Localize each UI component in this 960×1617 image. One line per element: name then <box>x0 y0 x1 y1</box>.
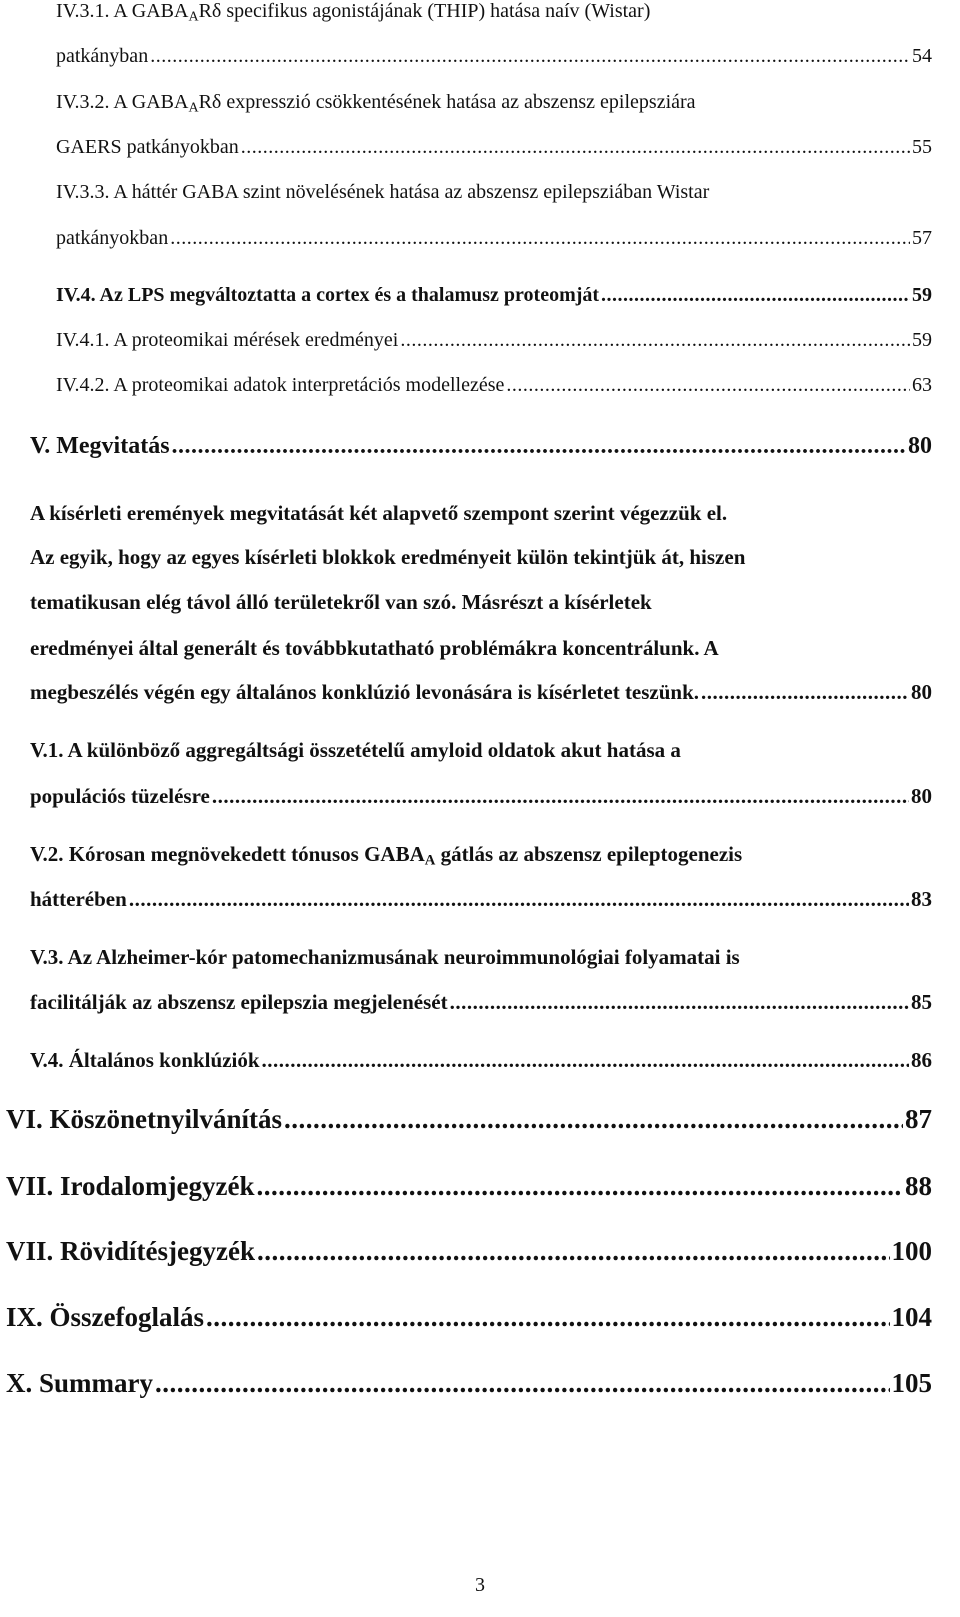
toc-entry-line[interactable] <box>56 284 932 307</box>
page-number: 3 <box>475 1574 485 1596</box>
toc-page-number: 85 <box>911 990 932 1014</box>
toc-page-number: 104 <box>891 1302 932 1332</box>
toc-entry-line <box>30 945 740 970</box>
toc-entry-line[interactable] <box>30 784 932 809</box>
toc-entry-text: GAERS patkányokban <box>56 136 239 158</box>
toc-page-number: 86 <box>911 1048 932 1072</box>
toc-entry-text: patkányban <box>56 45 149 67</box>
toc-entry-line[interactable] <box>30 1048 932 1073</box>
toc-entry-text: V. Megvitatás <box>30 433 170 459</box>
toc-entry-text: VII. Rövidítésjegyzék <box>6 1236 255 1266</box>
toc-entry-text: VI. Köszönetnyilvánítás <box>6 1104 283 1134</box>
toc-page-number: 54 <box>912 45 932 67</box>
toc-entry-line[interactable] <box>56 45 932 68</box>
toc-entry-line[interactable] <box>56 136 932 159</box>
toc-entry-line[interactable] <box>30 433 932 460</box>
dot-leader <box>241 136 910 159</box>
toc-entry-text: A kísérleti eremények megvitatását két alapvető szempont szerint végezzük el. <box>30 501 728 525</box>
toc-entry-text: IV.3.3. A háttér GABA szint növelésének hatása az abszensz epilepsziában Wistar <box>56 181 710 203</box>
toc-entry-line[interactable] <box>30 990 932 1015</box>
toc-entry-line[interactable] <box>56 227 932 250</box>
dot-leader <box>129 887 909 912</box>
toc-entry-text: tematikusan elég távol álló területekről van szó. Másrészt a kísérletek <box>30 590 652 614</box>
toc-entry-text: VII. Irodalomjegyzék <box>6 1171 255 1201</box>
toc-entry-text: X. Summary <box>6 1368 153 1398</box>
toc-entry-text: V.1. A különböző aggregáltsági összetételű amyloid oldatok akut hatása a <box>30 738 681 762</box>
toc-page-number: 83 <box>911 887 932 911</box>
toc-entry-text: populációs tüzelésre <box>30 784 210 808</box>
dot-leader <box>172 433 906 460</box>
toc-page-number: 87 <box>905 1104 932 1134</box>
toc-page-number: 63 <box>912 374 932 396</box>
toc-entry-text: hátterében <box>30 887 127 911</box>
dot-leader <box>256 1171 903 1202</box>
dot-leader <box>155 1368 890 1399</box>
toc-entry-line[interactable] <box>30 680 932 705</box>
dot-leader <box>450 990 909 1015</box>
toc-entry-text: facilitálják az abszensz epilepszia megjelenését <box>30 990 448 1014</box>
toc-page-number: 57 <box>912 227 932 249</box>
toc-entry-text: eredményei által generált és továbbkutatható problémákra koncentrálunk. A <box>30 636 719 660</box>
toc-entry-line[interactable] <box>6 1171 932 1202</box>
dot-leader <box>150 45 910 68</box>
dot-leader <box>257 1236 890 1267</box>
dot-leader <box>506 374 910 397</box>
dot-leader <box>170 227 910 250</box>
dot-leader <box>212 784 909 809</box>
toc-entry-text: IX. Összefoglalás <box>6 1302 204 1332</box>
toc-page-number: 55 <box>912 136 932 158</box>
toc-entry-line[interactable] <box>6 1368 932 1399</box>
toc-entry-text: IV.3.2. A $GABA_AR\delta$ expresszió csökkentésének hatása az abszensz epilepsziára <box>56 91 696 116</box>
toc-entry-line[interactable] <box>56 329 932 352</box>
toc-entry-text: IV.4. Az LPS megváltoztatta a cortex és a thalamusz proteomját <box>56 284 600 306</box>
dot-leader <box>262 1048 909 1073</box>
toc-page-number: 59 <box>912 284 932 306</box>
toc-entry-text: patkányokban <box>56 227 169 249</box>
toc-entry-text: V.4. Általános konklúziók <box>30 1048 260 1072</box>
toc-entry-line[interactable] <box>30 887 932 912</box>
toc-entry-line <box>30 738 681 763</box>
toc-entry-line <box>30 545 745 570</box>
toc-entry-text: IV.4.1. A proteomikai mérések eredményei <box>56 329 399 351</box>
toc-entry-line[interactable] <box>6 1104 932 1135</box>
dot-leader <box>400 329 910 352</box>
toc-page-number: 88 <box>905 1171 932 1201</box>
toc-entry-text: V.2. Kórosan megnövekedett tónusos $GABA_A$ gátlás az abszensz epileptogenezis <box>30 842 743 869</box>
toc-page-number: 80 <box>908 433 932 459</box>
toc-page-number: 80 <box>911 680 932 704</box>
toc-entry-line <box>56 91 696 117</box>
toc-entry-text: Az egyik, hogy az egyes kísérleti blokkok eredményeit külön tekintjük át, hiszen <box>30 545 746 569</box>
toc-entry-text: megbeszélés végén egy általános konklúzió levonására is kísérletet teszünk. <box>30 680 700 704</box>
toc-entry-text: IV.3.1. A $GABA_AR\delta$ specifikus agonistájának (THIP) hatása naív (Wistar) <box>56 0 651 25</box>
dot-leader <box>206 1302 890 1333</box>
toc-entry-line[interactable] <box>56 374 932 397</box>
toc-entry-text: IV.4.2. A proteomikai adatok interpretációs modellezése <box>56 374 505 396</box>
toc-entry-line <box>56 181 709 204</box>
toc-entry-line <box>30 590 652 615</box>
toc-page-number: 100 <box>891 1236 932 1266</box>
toc-page-number: 59 <box>912 329 932 351</box>
toc-page-number: 80 <box>911 784 932 808</box>
toc-entry-line <box>30 842 742 870</box>
dot-leader <box>284 1104 903 1135</box>
toc-entry-line[interactable] <box>6 1236 932 1267</box>
toc-entry-line[interactable] <box>6 1302 932 1333</box>
dot-leader <box>601 284 910 307</box>
toc-page-number: 105 <box>891 1368 932 1398</box>
dot-leader <box>701 680 909 705</box>
toc-entry-text: V.3. Az Alzheimer-kór patomechanizmusának neuroimmunológiai folyamatai is <box>30 945 740 969</box>
toc-entry-line <box>30 501 727 526</box>
toc-entry-line <box>30 636 719 661</box>
toc-entry-line <box>56 0 650 26</box>
